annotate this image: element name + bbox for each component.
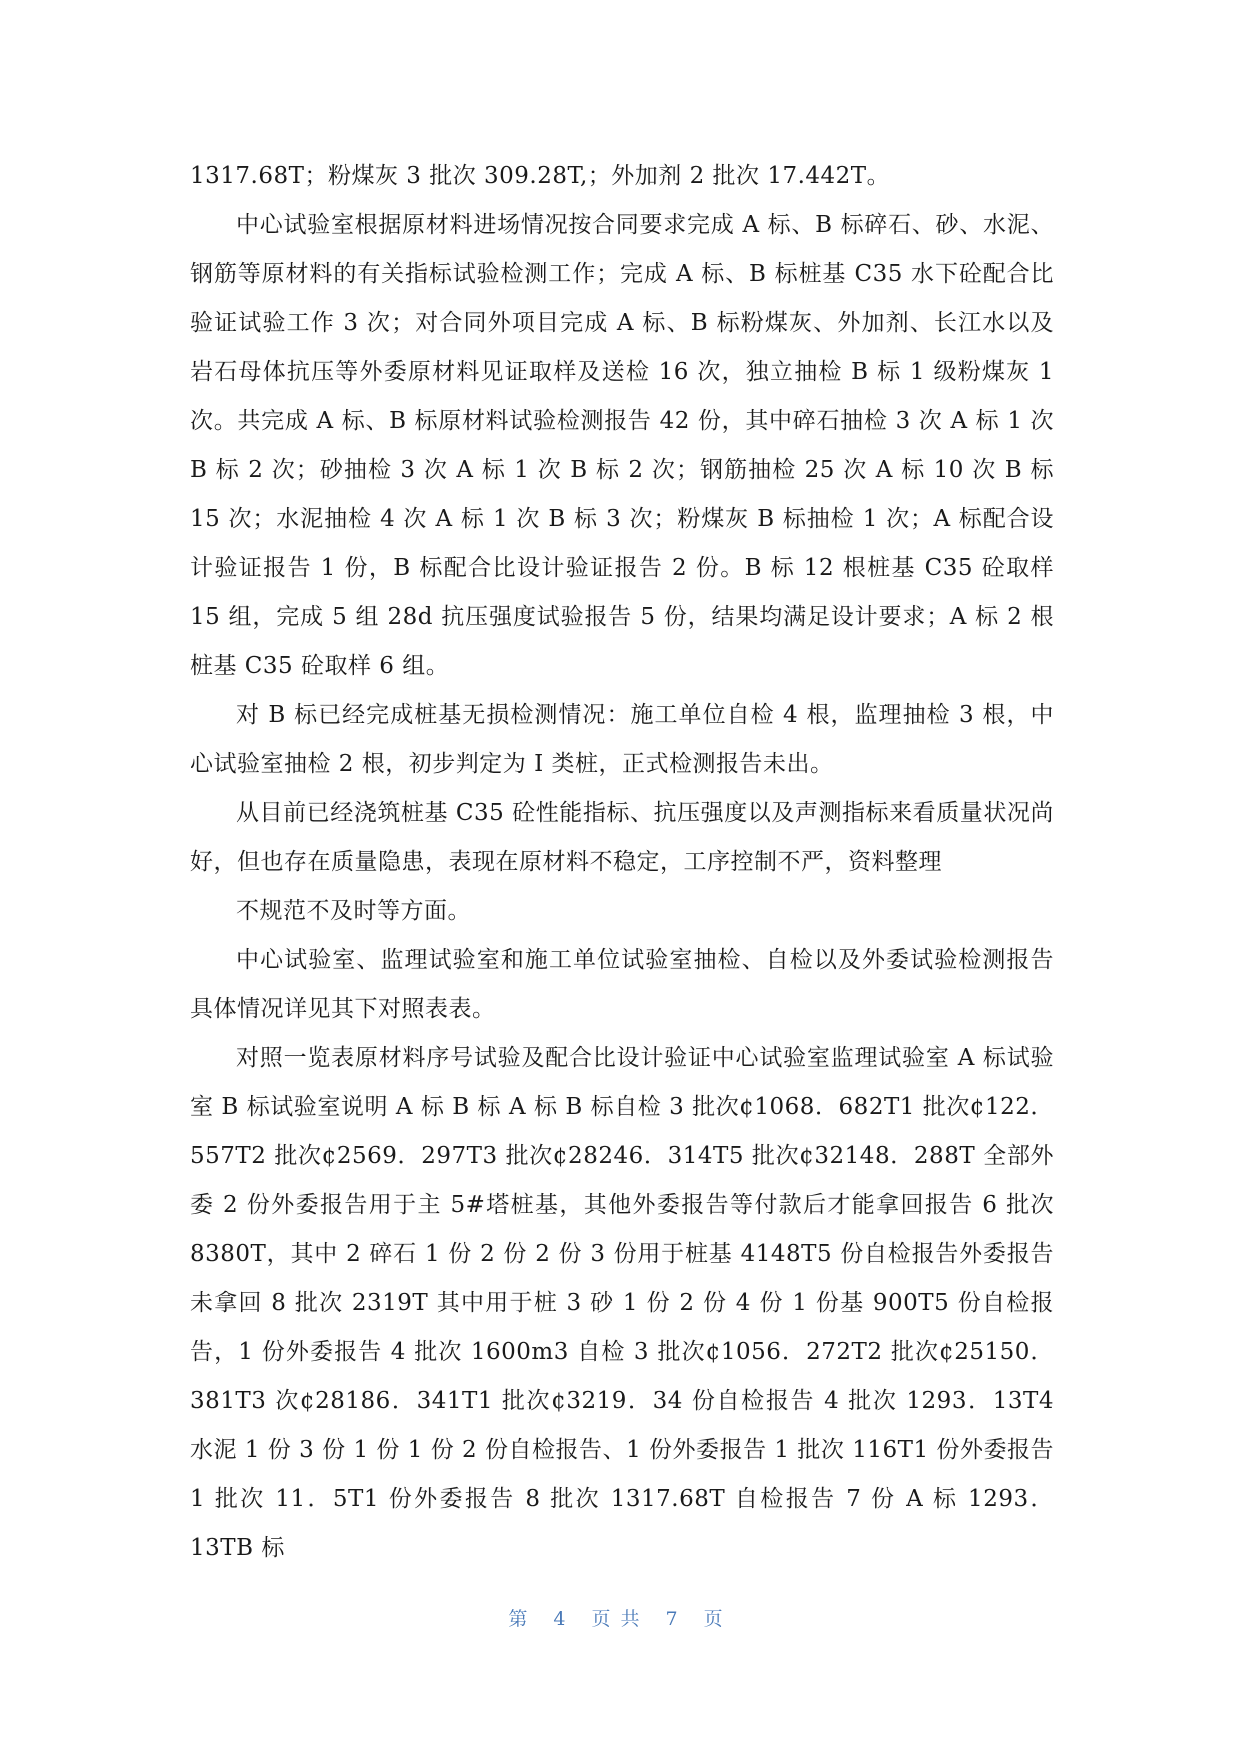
paragraph-center-lab-work: 中心试验室根据原材料进场情况按合同要求完成 A 标、B 标碎石、砂、水泥、钢筋等原材料的有关指标试验检测工作；完成 A 标、B 标桩基 C35 水下砼配合比验证试验工作 3 次；对合同外项目完成 A 标、B 标粉煤灰、外加剂、长江水以及岩石母体抗压等外委原材料见证取样及送检 16 次，独立抽检 B 标 1 级粉煤灰 1 次。共完成 A 标、B 标原材料试验检测报告 42 份，其中碎石抽检 3 次 A 标 1 次 B 标 2 次；砂抽检 3 次 A 标 1 次 B 标 2 次；钢筋抽检 25 次 A 标 10 次 B 标 15 次；水泥抽检 4 次 A 标 1 次 B 标 3 次；粉煤灰 B 标抽检 1 次；A 标配合设计验证报告 1 份，B 标配合比设计验证报告 2 份。B 标 12 根桩基 C35 砼取样 15 组，完成 5 组 28d 抗压强度试验报告 5 份，结果均满足设计要求；A 标 2 根桩基 C35 砼取样 6 组。 [190,212,1054,679]
paragraph-report-reference: 中心试验室、监理试验室和施工单位试验室抽检、自检以及外委试验检测报告具体情况详见其下对照表表。 [190,947,1054,1022]
page-footer: 第 4 页共 7 页 [508,1608,733,1630]
paragraph-nondestructive-test: 对 B 标已经完成桩基无损检测情况：施工单位自检 4 根，监理抽检 3 根，中心试验室抽检 2 根，初步判定为 I 类桩，正式检测报告未出。 [190,702,1054,777]
document-body [190,152,1054,1573]
paragraph-material-summary: 1317.68T；粉煤灰 3 批次 309.28T,；外加剂 2 批次 17.442T。 [190,163,891,189]
paragraph-quality-status-cont: 不规范不及时等方面。 [236,898,471,924]
paragraph-quality-status: 从目前已经浇筑桩基 C35 砼性能指标、抗压强度以及声测指标来看质量状况尚好，但也存在质量隐患，表现在原材料不稳定，工序控制不严，资料整理 [190,800,1054,875]
paragraph-comparison-table-text: 对照一览表原材料序号试验及配合比设计验证中心试验室监理试验室 A 标试验室 B 标试验室说明 A 标 B 标 A 标 B 标自检 3 批次¢1068．682T1 批次¢122．557T2 批次¢2569．297T3 批次¢28246．314T5 批次¢32148．288T 全部外委 2 份外委报告用于主 5#塔桩基，其他外委报告等付款后才能拿回报告 6 批次 8380T，其中 2 碎石 1 份 2 份 2 份 3 份用于桩基 4148T5 份自检报告外委报告未拿回 8 批次 2319T 其中用于桩 3 砂 1 份 2 份 4 份 1 份基 900T5 份自检报告，1 份外委报告 4 批次 1600m3 自检 3 批次¢1056．272T2 批次¢25150．381T3 次¢28186．341T1 批次¢3219．34 份自检报告 4 批次 1293．13T4 水泥 1 份 3 份 1 份 1 份 2 份自检报告、1 份外委报告 1 批次 116T1 份外委报告 1 批次 11．5T1 份外委报告 8 批次 1317.68T 自检报告 7 份 A 标 1293．13TB 标 [190,1045,1054,1561]
